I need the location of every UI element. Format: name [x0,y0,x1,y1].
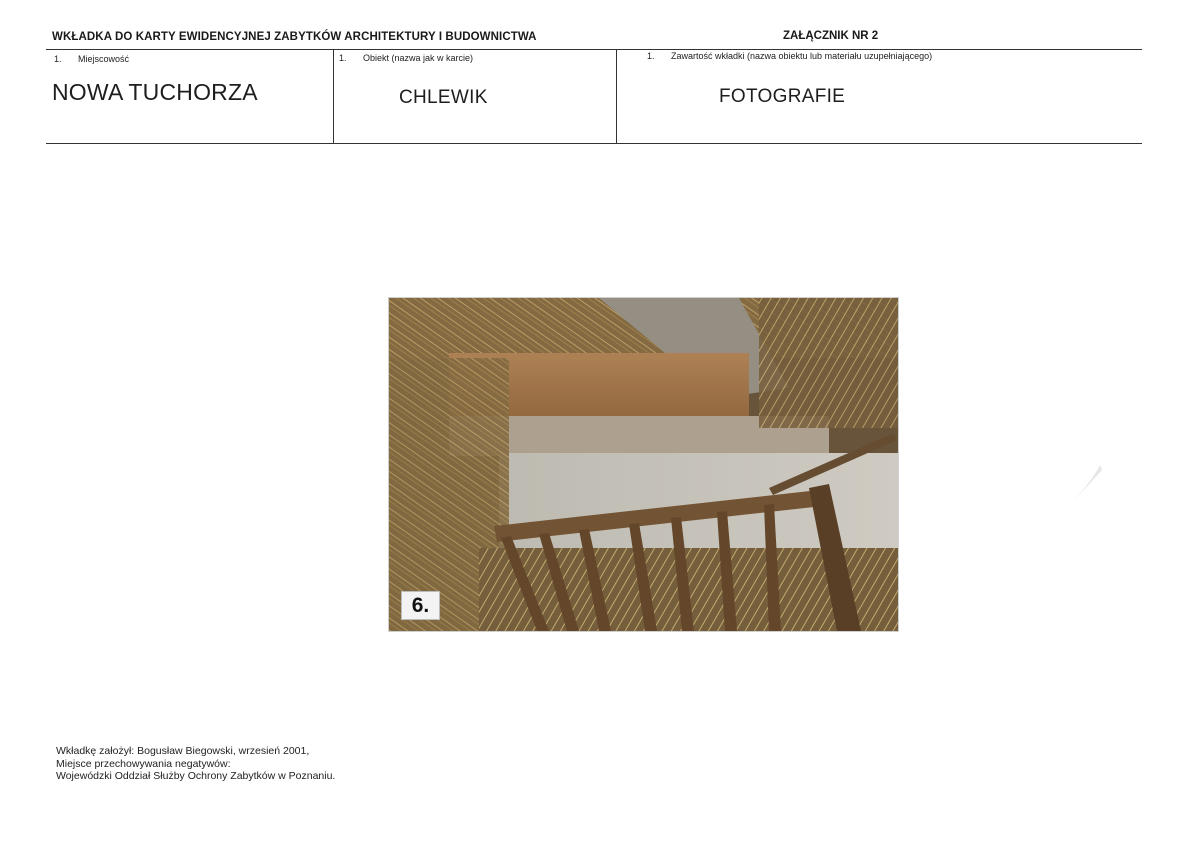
document-title: WKŁADKA DO KARTY EWIDENCYJNEJ ZABYTKÓW ARCHITEKTURY I BUDOWNICTWA [52,31,537,43]
contents-label-text: Zawartość wkładki (nazwa obiektu lub materiału uzupełniającego) [671,51,933,61]
photo-shade [389,298,898,631]
photograph-drawing [389,298,898,631]
locality-label-text: Miejscowość [78,54,130,64]
object-label-text: Obiekt (nazwa jak w karcie) [363,53,474,63]
footer-storage-line: Miejsce przechowywania negatywów: [56,757,231,770]
footer-notes [56,745,335,783]
contents-label [647,51,932,61]
photograph [389,298,898,631]
paper-smudge [1040,460,1110,540]
object-number: 1. [339,53,347,63]
header-rule-top [46,49,1142,50]
object-value: CHLEWIK [399,87,488,108]
footer-author-line: Wkładkę założył: Bogusław Biegowski, wrzesień 2001, [56,745,310,757]
locality-value: NOWA TUCHORZA [52,79,258,105]
locality-label [54,54,129,64]
column-divider-2 [616,49,617,143]
object-label [339,53,473,63]
photo-number-label: 6. [401,591,440,620]
annex-label: ZAŁĄCZNIK NR 2 [783,30,879,42]
header-rule-bottom [46,143,1142,144]
column-divider-1 [333,49,334,143]
contents-value: FOTOGRAFIE [719,86,846,107]
contents-number: 1. [647,51,655,61]
footer-office-line: Wojewódzki Oddział Służby Ochrony Zabytków w Poznaniu. [56,770,336,782]
locality-number: 1. [54,54,62,64]
